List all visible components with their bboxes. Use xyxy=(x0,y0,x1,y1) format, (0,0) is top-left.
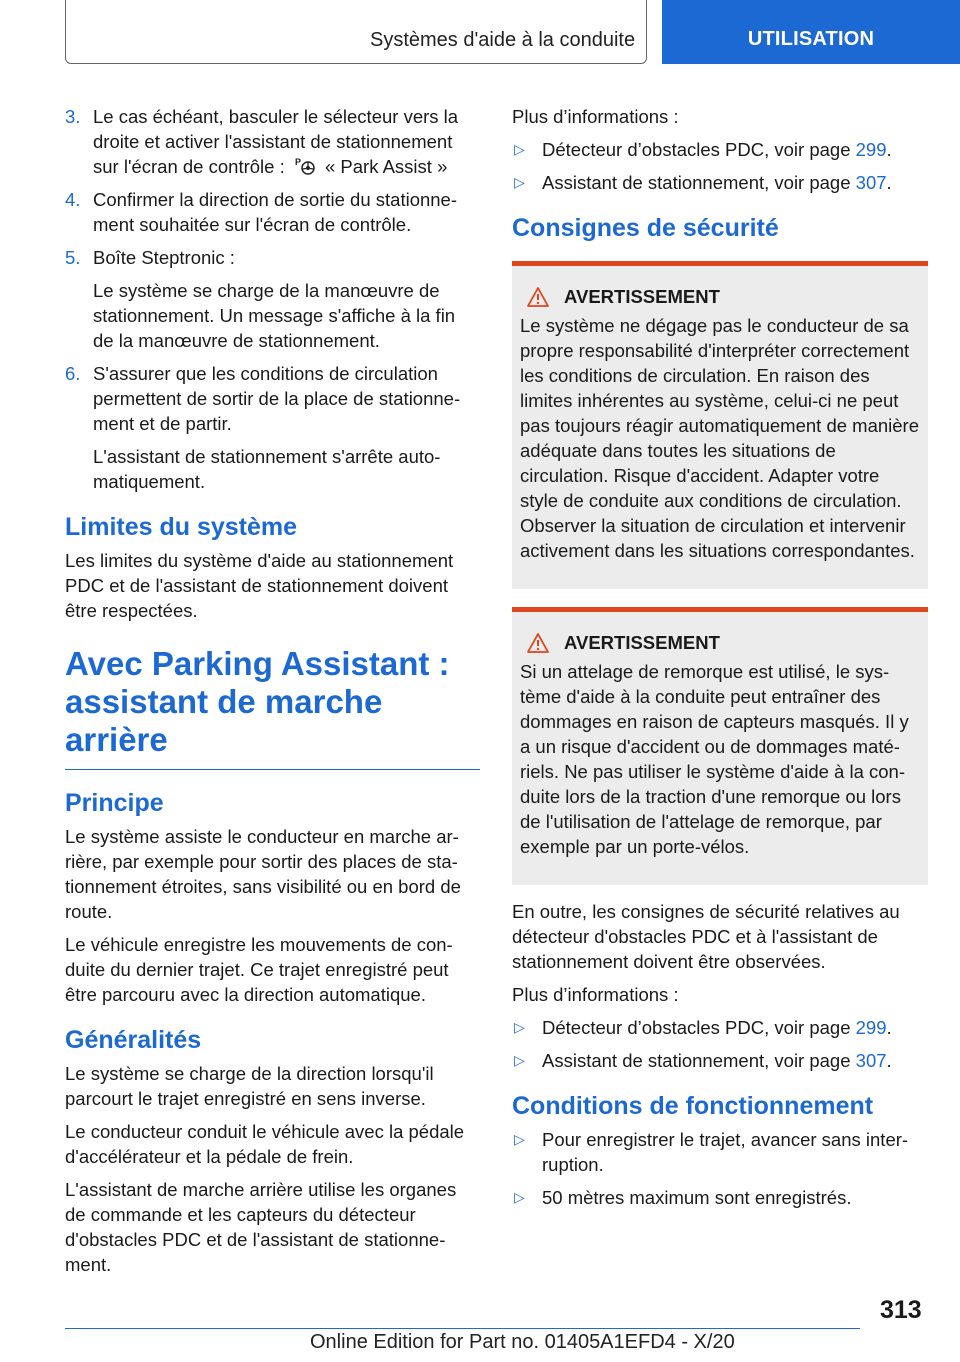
step-item xyxy=(65,104,480,179)
reference-text: Assistant de stationnement, voir page xyxy=(542,172,851,193)
page-link[interactable]: 307 xyxy=(855,172,887,193)
chapter-tab-label: UTILISATION xyxy=(747,27,875,50)
reference-end: . xyxy=(886,139,892,160)
reference-item xyxy=(512,1015,928,1040)
step-text: Le cas échéant, basculer le sélecteur vers la droite et activer l'assistant de stationnement sur l'écran de contrôle : xyxy=(93,106,459,177)
edition-text: Online Edition for Part no. 01405A1EFD4 - X/20 xyxy=(310,1331,735,1353)
principe-heading: Principe xyxy=(65,789,164,817)
page-link[interactable]: 299 xyxy=(855,139,887,160)
page-number: 313 xyxy=(880,1296,922,1324)
reference-list xyxy=(512,137,928,195)
reference-text: Détecteur d’obstacles PDC, voir page xyxy=(542,1017,851,1038)
triangle-bullet-icon: ▷ xyxy=(514,1131,525,1147)
reference-item xyxy=(512,170,928,195)
step-number: 6. xyxy=(65,363,81,384)
warning-box xyxy=(512,607,928,885)
condition-text: Pour enregistrer le trajet, avancer sans interruption. xyxy=(542,1129,909,1175)
more-info-label: Plus d’informations : xyxy=(512,984,679,1005)
step-number: 5. xyxy=(65,247,81,268)
consignes-heading: Consignes de sécurité xyxy=(512,214,779,242)
park-assist-icon xyxy=(294,156,316,176)
left-column xyxy=(65,104,480,1285)
warning-triangle-icon xyxy=(526,286,550,308)
condition-item xyxy=(512,1127,928,1177)
reference-end: . xyxy=(886,1017,892,1038)
reference-item xyxy=(512,1048,928,1073)
step-text: Boîte Steptronic : xyxy=(93,247,235,268)
right-column xyxy=(512,104,928,1218)
generalites-text-1: Le système se charge de la direction lorsqu'il parcourt le trajet enregistré en sens inverse. xyxy=(65,1063,434,1109)
triangle-bullet-icon: ▷ xyxy=(514,1189,525,1205)
step-item xyxy=(65,245,480,353)
reference-end: . xyxy=(886,1050,892,1071)
page-link[interactable]: 299 xyxy=(855,1017,887,1038)
principe-text-1: Le système assiste le conducteur en marche arrière, par exemple pour sortir des places de stationnement étroites, sans visibilité ou en bord de route. xyxy=(65,826,461,922)
warning-text: Si un attelage de remorque est utilisé, le système d'aide à la conduite peut entraîner des dommages en raison de capteurs masqués. Il y a un risque d'accident ou de dommages matériels. Ne pas utiliser le système d'aide à la conduite lors de la traction d'une remorque ou lors de l'utilisation de l'attelage de remorque, par exemple par un porte-vélos. xyxy=(520,661,909,857)
warning-header xyxy=(520,284,920,309)
step-subtext: Le système se charge de la manœuvre de stationnement. Un message s'affiche à la fin de la manœuvre de stationnement. xyxy=(93,280,456,351)
reference-text: Assistant de stationnement, voir page xyxy=(542,1050,851,1071)
step-number: 3. xyxy=(65,106,81,127)
footer-divider xyxy=(65,1328,860,1329)
warning-text: Le système ne dégage pas le conducteur de sa propre responsabilité d'interpréter correctement les conditions de circulation. En raison des limites inhérentes au système, celui-ci ne peut pas toujours réagir automatiquement de manière adéquate dans toutes les situations de circulation. Risque d'accident. Adapter votre style de conduite aux conditions de circulation. Observer la situation de circulation et intervenir activement dans les situations correspondantes. xyxy=(520,315,920,561)
main-heading: Avec Parking Assistant : assistant de marche arrière xyxy=(65,645,480,770)
step-item xyxy=(65,361,480,494)
section-title: Systèmes d'aide à la conduite xyxy=(370,29,636,51)
condition-text: 50 mètres maximum sont enregistrés. xyxy=(542,1187,852,1208)
warning-header xyxy=(520,630,920,655)
reference-item xyxy=(512,137,928,162)
generalites-text-2: Le conducteur conduit le véhicule avec la pédale d'accélérateur et la pédale de frein. xyxy=(65,1121,465,1167)
page-link[interactable]: 307 xyxy=(855,1050,887,1071)
step-text: Confirmer la direction de sortie du stationnement souhaitée sur l'écran de contrôle. xyxy=(93,189,458,235)
warning-label: AVERTISSEMENT xyxy=(564,286,720,307)
reference-text: Détecteur d’obstacles PDC, voir page xyxy=(542,139,851,160)
conditions-list xyxy=(512,1127,928,1210)
reference-list xyxy=(512,1015,928,1073)
conditions-heading: Conditions de fonctionnement xyxy=(512,1092,874,1120)
warning-triangle-icon xyxy=(526,632,550,654)
step-list xyxy=(65,104,480,494)
triangle-bullet-icon: ▷ xyxy=(514,1052,525,1068)
principe-text-2: Le véhicule enregistre les mouvements de conduite du dernier trajet. Ce trajet enregistré peut être parcouru avec la direction automatique. xyxy=(65,934,453,1005)
generalites-text-3: L'assistant de marche arrière utilise les organes de commande et les capteurs du détecteur d'obstacles PDC et de l'assistant de stationnement. xyxy=(65,1179,457,1275)
limites-text: Les limites du système d'aide au stationnement PDC et de l'assistant de stationnement doivent être respectées. xyxy=(65,550,454,621)
triangle-bullet-icon: ▷ xyxy=(514,1019,525,1035)
condition-item xyxy=(512,1185,928,1210)
svg-text:P: P xyxy=(294,157,301,167)
chapter-tab[interactable] xyxy=(662,0,960,64)
warning-box xyxy=(512,261,928,589)
step-text-suffix: « Park Assist » xyxy=(325,156,448,177)
step-item xyxy=(65,187,480,237)
outre-text: En outre, les consignes de sécurité relatives au détecteur d'obstacles PDC et à l'assistant de stationnement doivent être observées. xyxy=(512,901,900,972)
step-text: S'assurer que les conditions de circulation permettent de sortir de la place de stationnement et de partir. xyxy=(93,363,461,434)
limites-heading: Limites du système xyxy=(65,513,298,541)
reference-end: . xyxy=(886,172,892,193)
triangle-bullet-icon: ▷ xyxy=(514,141,525,157)
step-number: 4. xyxy=(65,189,81,210)
more-info-label: Plus d’informations : xyxy=(512,106,679,127)
warning-label: AVERTISSEMENT xyxy=(564,632,720,653)
triangle-bullet-icon: ▷ xyxy=(514,174,525,190)
step-subtext: L'assistant de stationnement s'arrête automatiquement. xyxy=(93,446,441,492)
generalites-heading: Généralités xyxy=(65,1026,202,1054)
